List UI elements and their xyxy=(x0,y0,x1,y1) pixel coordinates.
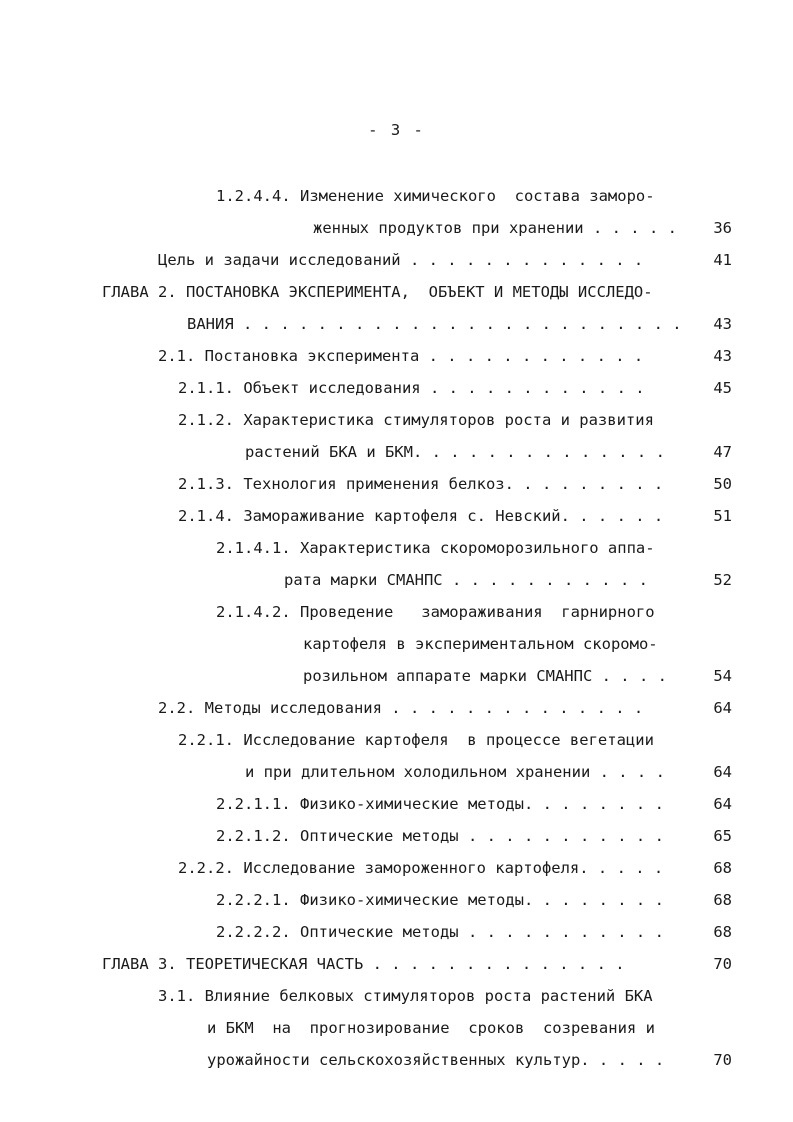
page-number: - 3 - xyxy=(368,121,425,139)
toc-page-ref: 64 xyxy=(713,763,732,781)
toc-entry-continuation: урожайности сельскохозяйственных культур. . . . . xyxy=(207,1051,665,1069)
toc-entry-2.1.3: 2.1.3. Технология применения белкоз. . . . . . . . . xyxy=(178,475,664,493)
toc-entry-2.2.1.1: 2.2.1.1. Физико-химические методы. . . . . . . . xyxy=(216,795,664,813)
toc-page-ref: 36 xyxy=(713,219,732,237)
toc-entry-1.2.4.4: 1.2.4.4. Изменение химического состава заморо- xyxy=(216,187,655,205)
toc-entry-goals: Цель и задачи исследований . . . . . . . . . . . . . xyxy=(158,251,644,269)
toc-page-ref: 50 xyxy=(713,475,732,493)
toc-page-ref: 41 xyxy=(713,251,732,269)
toc-entry-continuation: картофеля в экспериментальном скоромо- xyxy=(303,635,658,653)
toc-entry-2.2.1: 2.2.1. Исследование картофеля в процессе вегетации xyxy=(178,731,654,749)
toc-page-ref: 70 xyxy=(713,1051,732,1069)
toc-entry-2.2: 2.2. Методы исследования . . . . . . . . . . . . . . xyxy=(158,699,644,717)
toc-entry-2.1.1: 2.1.1. Объект исследования . . . . . . . . . . . . xyxy=(178,379,645,397)
toc-page-ref: 43 xyxy=(713,347,732,365)
toc-entry-3.1: 3.1. Влияние белковых стимуляторов роста растений БКА xyxy=(158,987,653,1005)
toc-entry-continuation: розильном аппарате марки СМАНПС . . . . xyxy=(303,667,667,685)
toc-entry-continuation: женных продуктов при хранении . . . . . xyxy=(313,219,677,237)
toc-page-ref: 68 xyxy=(713,859,732,877)
toc-entry-2.2.2.1: 2.2.2.1. Физико-химические методы. . . . . . . . xyxy=(216,891,664,909)
toc-page-ref: 43 xyxy=(713,315,732,333)
toc-entry-2.2.2.2: 2.2.2.2. Оптические методы . . . . . . . . . . . xyxy=(216,923,664,941)
toc-entry-2.1.4.1: 2.1.4.1. Характеристика скороморозильного аппа- xyxy=(216,539,655,557)
toc-entry-2.1: 2.1. Постановка эксперимента . . . . . . . . . . . . xyxy=(158,347,644,365)
toc-entry-continuation: и при длительном холодильном хранении . . . . xyxy=(245,763,665,781)
toc-page-ref: 65 xyxy=(713,827,732,845)
toc-page-ref: 52 xyxy=(713,571,732,589)
toc-entry-2.2.1.2: 2.2.1.2. Оптические методы . . . . . . . . . . . xyxy=(216,827,664,845)
toc-entry-continuation: растений БКА и БКМ. . . . . . . . . . . . . . xyxy=(245,443,665,461)
toc-page-ref: 68 xyxy=(713,923,732,941)
toc-entry-2.1.4.2: 2.1.4.2. Проведение замораживания гарнирного xyxy=(216,603,655,621)
toc-entry-continuation: рата марки СМАНПС . . . . . . . . . . . xyxy=(284,571,648,589)
toc-entry-2.2.2: 2.2.2. Исследование замороженного картофеля. . . . . xyxy=(178,859,664,877)
toc-page-ref: 54 xyxy=(713,667,732,685)
toc-page-ref: 51 xyxy=(713,507,732,525)
toc-entry-continuation: и БКМ на прогнозирование сроков созревания и xyxy=(207,1019,655,1037)
toc-entry-2.1.2: 2.1.2. Характеристика стимуляторов роста и развития xyxy=(178,411,654,429)
toc-page-ref: 64 xyxy=(713,699,732,717)
toc-page-ref: 68 xyxy=(713,891,732,909)
toc-chapter-2: ГЛАВА 2. ПОСТАНОВКА ЭКСПЕРИМЕНТА, ОБЪЕКТ И МЕТОДЫ ИССЛЕДО- xyxy=(102,283,653,301)
toc-entry-continuation: ВАНИЯ . . . . . . . . . . . . . . . . . . . . . . . . xyxy=(187,315,682,333)
toc-page-ref: 70 xyxy=(713,955,732,973)
toc-page-ref: 45 xyxy=(713,379,732,397)
toc-entry-2.1.4: 2.1.4. Замораживание картофеля с. Невский. . . . . . xyxy=(178,507,664,525)
toc-page-ref: 47 xyxy=(713,443,732,461)
toc-chapter-3: ГЛАВА 3. ТЕОРЕТИЧЕСКАЯ ЧАСТЬ . . . . . . . . . . . . . . xyxy=(102,955,625,973)
toc-page-ref: 64 xyxy=(713,795,732,813)
